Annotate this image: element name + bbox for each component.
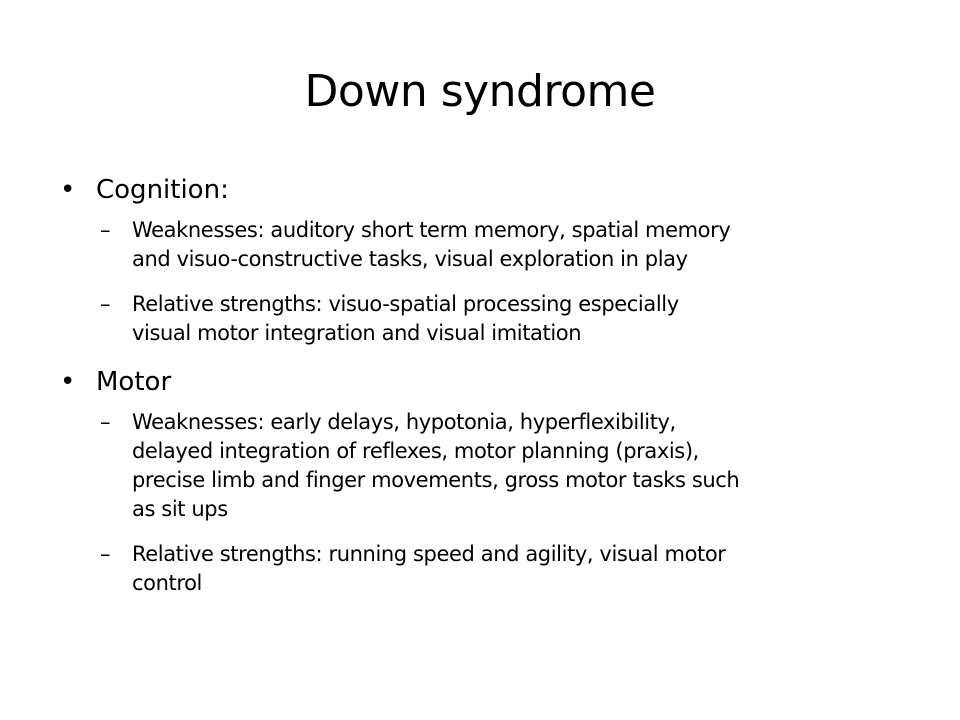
text-line: Relative strengths: visuo-spatial processing especially — [132, 292, 679, 316]
motor-weaknesses — [60, 408, 920, 524]
text-line: Weaknesses: early delays, hypotonia, hyperflexibility, — [132, 410, 676, 434]
text-line: delayed integration of reflexes, motor planning (praxis), — [132, 439, 699, 463]
text-line: and visuo-constructive tasks, visual exploration in play — [132, 247, 688, 271]
slide-content — [60, 172, 920, 614]
dash-icon: – — [100, 292, 111, 316]
motor-strengths — [60, 540, 920, 598]
text-line: visual motor integration and visual imitation — [132, 321, 582, 345]
bullet-cognition — [60, 172, 920, 208]
text-line: precise limb and finger movements, gross motor tasks such — [132, 468, 740, 492]
text-line: Relative strengths: running speed and agility, visual motor — [132, 542, 726, 566]
section-heading-cognition: Cognition: — [96, 175, 229, 205]
dash-icon: – — [100, 410, 111, 434]
bullet-icon: • — [60, 367, 76, 397]
dash-icon: – — [100, 542, 111, 566]
text-line: control — [132, 571, 202, 595]
text-line: Weaknesses: auditory short term memory, spatial memory — [132, 218, 731, 242]
cognition-weaknesses — [60, 216, 920, 274]
cognition-strengths — [60, 290, 920, 348]
bullet-icon: • — [60, 175, 76, 205]
slide-title: Down syndrome — [304, 66, 656, 117]
section-heading-motor: Motor — [96, 367, 172, 397]
dash-icon: – — [100, 218, 111, 242]
cognition-sublist — [60, 216, 920, 348]
text-line: as sit ups — [132, 497, 228, 521]
motor-sublist — [60, 408, 920, 598]
bullet-motor — [60, 364, 920, 400]
